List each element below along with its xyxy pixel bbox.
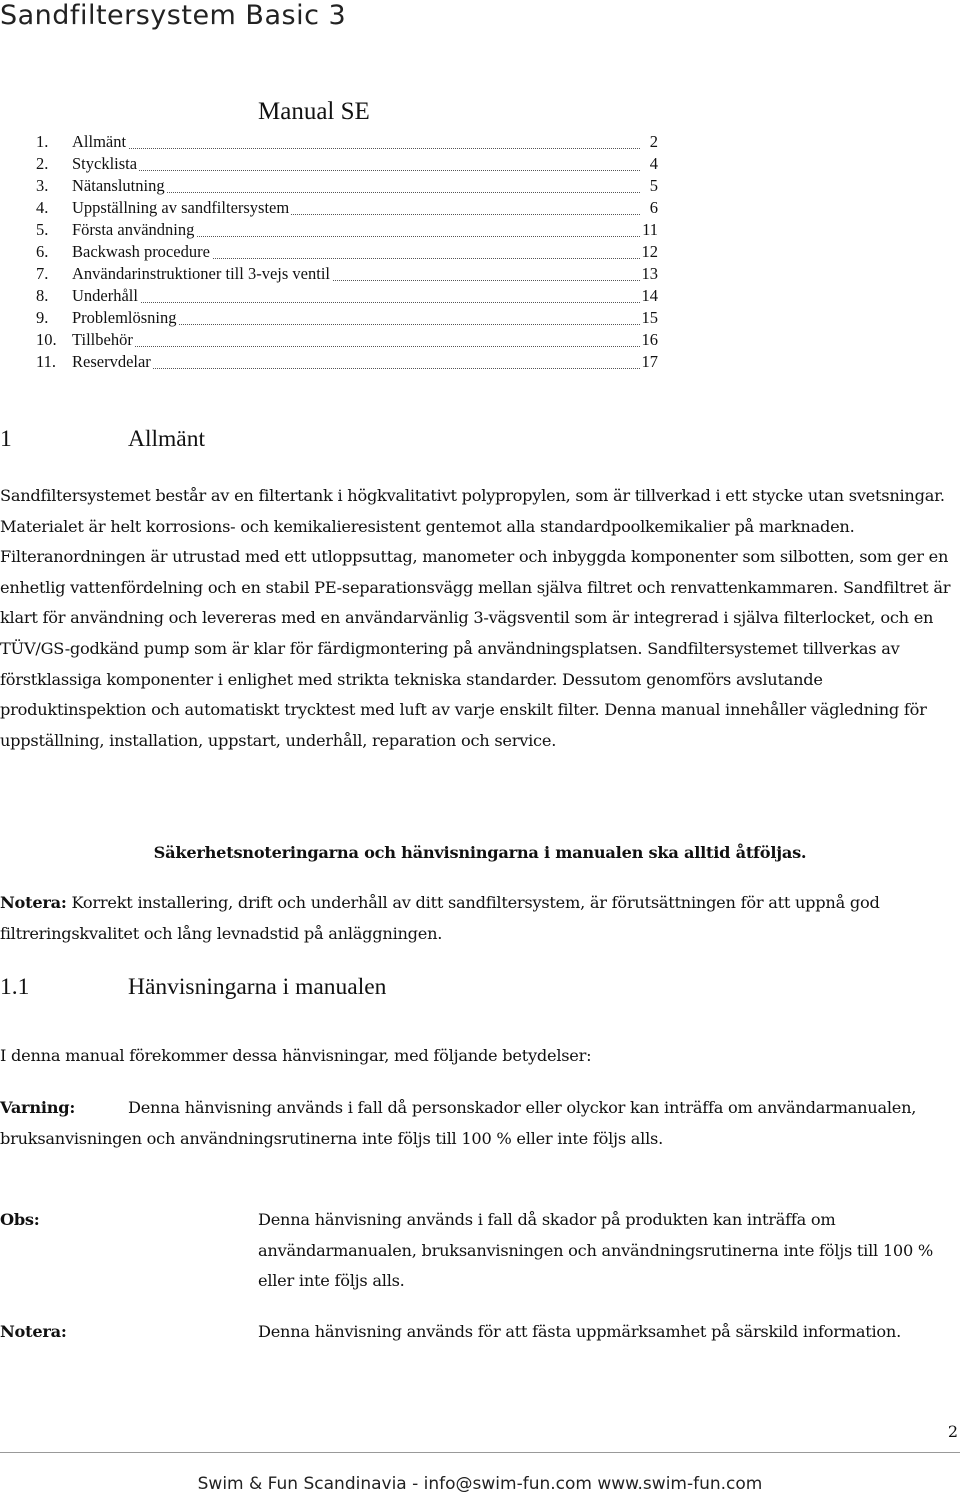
toc-item[interactable] <box>36 218 658 240</box>
document-title: Sandfiltersystem Basic 3 <box>0 0 347 31</box>
toc-page: 5 <box>649 176 658 195</box>
toc-number: 8. <box>36 286 49 305</box>
footer-divider <box>0 1452 960 1453</box>
toc-title: Tillbehör <box>72 330 133 349</box>
toc-page: 15 <box>641 308 658 327</box>
toc-number: 1. <box>36 132 49 151</box>
toc-page: 14 <box>641 286 658 305</box>
notera-text: Denna hänvisning används för att fästa uppmärksamhet på särskild information. <box>258 1322 901 1341</box>
toc-page: 6 <box>649 198 658 217</box>
toc-number: 4. <box>36 198 49 217</box>
warning-text: Denna hänvisning används i fall då personskador eller olyckor kan inträffa om användarmanualen, bruksanvisningen och användningsrutinerna inte följs till 100 % eller inte följs alls. <box>0 1098 917 1148</box>
toc-item[interactable] <box>36 262 658 284</box>
toc-page: 17 <box>641 352 658 371</box>
note-paragraph <box>0 888 960 949</box>
toc-title: Reservdelar <box>72 352 151 371</box>
toc-title: Underhåll <box>72 286 138 305</box>
toc-title: Stycklista <box>72 154 138 173</box>
toc-page: 12 <box>641 242 658 261</box>
toc-number: 2. <box>36 154 49 173</box>
notera-label: Notera: <box>0 1322 67 1341</box>
toc-title: Allmänt <box>72 132 127 151</box>
references-intro: I denna manual förekommer dessa hänvisningar, med följande betydelser: <box>0 1046 592 1065</box>
section-title: Allmänt <box>128 426 206 452</box>
page-number: 2 <box>947 1422 958 1441</box>
toc-item[interactable] <box>36 196 658 218</box>
obs-text: Denna hänvisning används i fall då skador på produkten kan inträffa om användarmanualen, bruksanvisningen och användningsrutinerna inte följs till 100 % eller inte följs alls. <box>258 1210 934 1291</box>
toc-title: Nätanslutning <box>72 176 165 195</box>
toc-page: 16 <box>641 330 658 349</box>
safety-note: Säkerhetsnoteringarna och hänvisningarna i manualen ska alltid åtföljas. <box>153 843 807 862</box>
toc-page: 13 <box>641 264 658 283</box>
footer: Swim & Fun Scandinavia - info@swim-fun.com www.swim-fun.com <box>197 1474 763 1494</box>
toc-number: 11. <box>36 352 57 371</box>
toc-item[interactable] <box>36 130 658 152</box>
toc-item[interactable] <box>36 328 658 350</box>
toc-item[interactable] <box>36 306 658 328</box>
toc-item[interactable] <box>36 240 658 262</box>
warning-label: Varning: <box>0 1098 76 1117</box>
toc-title: Uppställning av sandfiltersystem <box>72 198 290 217</box>
toc-title: Första användning <box>72 220 195 239</box>
warning-paragraph <box>0 1093 960 1154</box>
toc-item[interactable] <box>36 152 658 174</box>
toc-page: 2 <box>649 132 658 151</box>
toc-title: Användarinstruktioner till 3-vejs ventil <box>72 264 330 283</box>
toc-number: 5. <box>36 220 49 239</box>
subsection-title: Hänvisningarna i manualen <box>128 974 387 1000</box>
toc-title: Problemlösning <box>72 308 177 327</box>
toc-number: 10. <box>36 330 57 349</box>
section-body: Sandfiltersystemet består av en filtertank i högkvalitativt polypropylen, som är tillverkad i ett stycke utan svetsningar. Materialet är helt korrosions- och kemikalieresistent gentemot alla standardpoolkemikalier på marknaden. Filteranordningen är utrustad med ett utloppsuttag, manometer och inbyggda komponenter som silbotten, som ger en enhetlig vattenfördelning och en stabil PE-separationsvägg mellan själva filtret och renvattenkammaren. Sandfiltret är klart för användning och levereras med en användarvänlig 3-vägsventil som är integrerad i själva filterlocket, och en TÜV/GS-godkänd pump som är klar för färdigmontering på användningsplatsen. Sandfiltersystemet tillverkas av förstklassiga komponenter i enlighet med strikta tekniska standarder. Dessutom genomförs avslutande produktinspektion och automatiskt trycktest med luft av varje enskilt filter. Denna manual innehåller vägledning för uppställning, installation, uppstart, underhåll, reparation och service. <box>0 486 951 750</box>
toc-number: 7. <box>36 264 49 283</box>
toc-page: 4 <box>649 154 658 173</box>
note-text: Korrekt installering, drift och underhåll av ditt sandfiltersystem, är förutsättningen för att uppnå god filtreringskvalitet och lång levnadstid på anläggningen. <box>0 893 880 943</box>
toc-item[interactable] <box>36 350 658 372</box>
toc-item[interactable] <box>36 174 658 196</box>
toc-number: 6. <box>36 242 49 261</box>
subsection-number: 1.1 <box>0 974 30 1000</box>
toc-item[interactable] <box>36 284 658 306</box>
toc-page: 11 <box>642 220 658 239</box>
note-label: Notera: <box>0 893 67 912</box>
toc-number: 9. <box>36 308 49 327</box>
toc-title: Backwash procedure <box>72 242 210 261</box>
obs-label: Obs: <box>0 1210 40 1229</box>
toc-number: 3. <box>36 176 49 195</box>
manual-heading: Manual SE <box>258 98 370 125</box>
section-number: 1 <box>0 426 12 452</box>
